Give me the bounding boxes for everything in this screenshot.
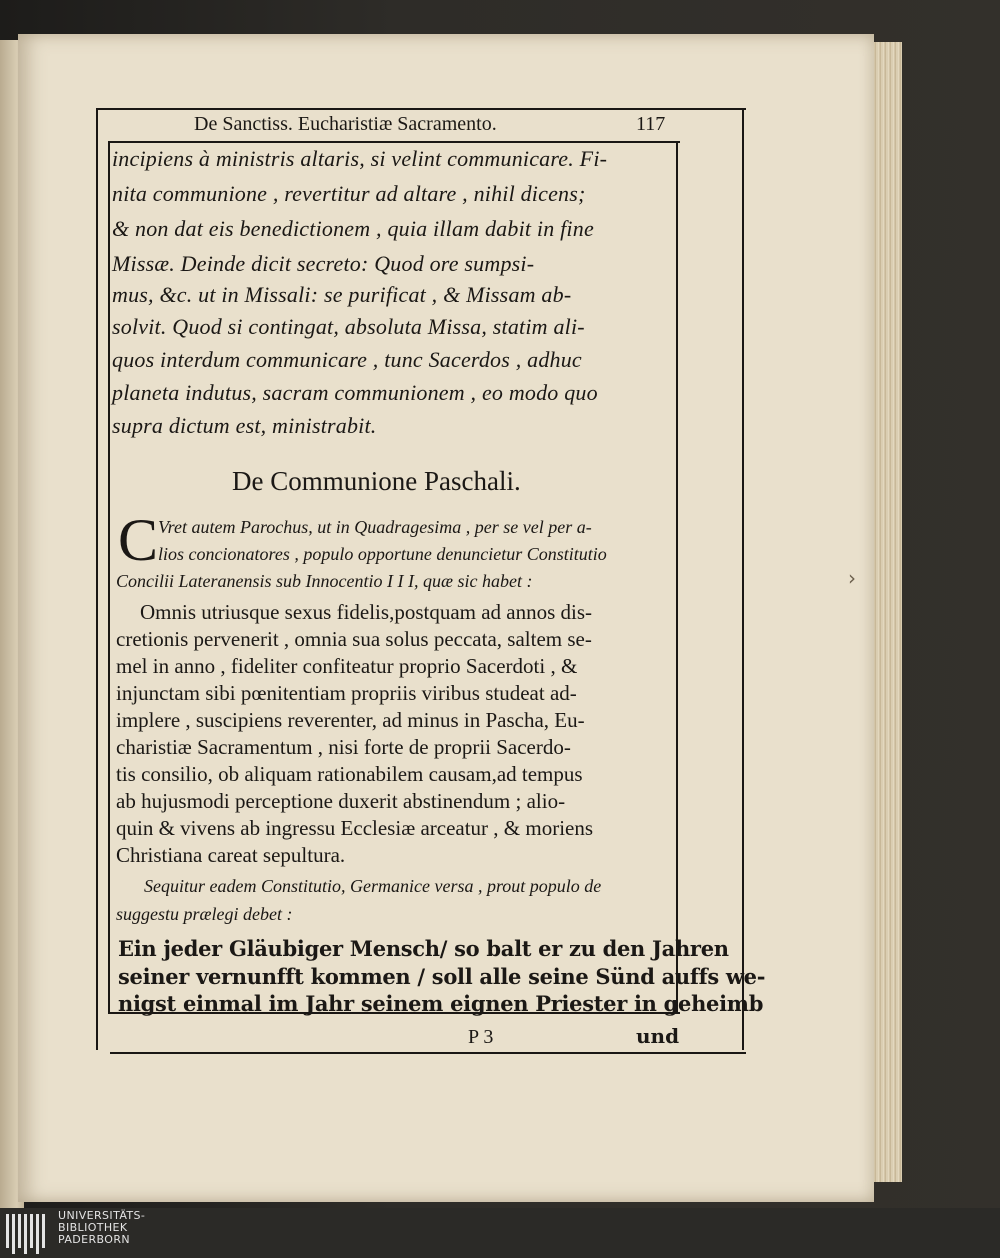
text-line: implere , suscipiens reverenter, ad minus in Pascha, Eu- <box>116 708 585 732</box>
blackletter-line: nigst einmal im Jahr seinem eignen Priester in geheimb <box>118 991 764 1016</box>
text-line: quin & vivens ab ingressu Ecclesiæ arceatur , & moriens <box>116 816 594 840</box>
text-line: injunctam sibi pœnitentiam propriis viribus studeat ad- <box>116 681 577 705</box>
drop-cap: C <box>118 507 159 573</box>
text-line: cretionis pervenerit , omnia sua solus peccata, saltem se- <box>116 627 592 651</box>
section-heading: De Communione Paschali. <box>232 466 521 496</box>
text-line: ab hujusmodi perceptione duxerit abstinendum ; alio- <box>116 789 566 813</box>
text-line: Missæ. Deinde dicit secreto: Quod ore sumpsi- <box>112 251 535 276</box>
header-rule <box>108 141 680 143</box>
text-line: Concilii Lateranensis sub Innocentio I I I, quæ sic habet : <box>116 571 533 591</box>
text-line: planeta indutus, sacram communionem , eo modo quo <box>112 380 598 405</box>
text-line: mus, &c. ut in Missali: se purificat , & Missam ab- <box>112 282 572 307</box>
institution-line: BIBLIOTHEK <box>58 1221 128 1234</box>
institution-name <box>58 1210 145 1246</box>
outer-bottom-rule <box>110 1052 746 1054</box>
text-line: Omnis utriusque sexus fidelis,postquam ad annos dis- <box>140 600 593 624</box>
text-line: supra dictum est, ministrabit. <box>112 413 377 438</box>
text-line: lios concionatores , populo opportune denuncietur Constitutio <box>158 544 607 564</box>
institution-footer <box>0 1208 1000 1258</box>
text-line: quos interdum communicare , tunc Sacerdos , adhuc <box>112 347 582 372</box>
text-line: solvit. Quod si contingat, absoluta Missa, statim ali- <box>112 314 585 339</box>
running-head: De Sanctiss. Eucharistiæ Sacramento. <box>194 113 497 135</box>
text-line: mel in anno , fideliter confiteatur proprio Sacerdoti , & <box>116 654 578 678</box>
text-line: Sequitur eadem Constitutio, Germanice versa , prout populo de <box>144 876 602 896</box>
page-number: 117 <box>636 113 666 135</box>
catchword: und <box>636 1024 680 1048</box>
blackletter-line: seiner vernunfft kommen / soll alle seine Sünd auffs we- <box>118 964 766 989</box>
signature-mark: P 3 <box>468 1026 494 1048</box>
text-line: Vret autem Parochus, ut in Quadragesima , per se vel per a- <box>158 517 592 537</box>
text-line: charistiæ Sacramentum , nisi forte de proprii Sacerdo- <box>116 735 571 759</box>
text-line: incipiens à ministris altaris, si velint communicare. Fi- <box>112 146 608 171</box>
text-line: suggestu prælegi debet : <box>116 904 293 924</box>
institution-line: PADERBORN <box>58 1233 131 1246</box>
top-rule <box>96 108 746 110</box>
chevron-right-icon: › <box>848 566 856 590</box>
text-line: nita communione , revertitur ad altare , nihil dicens; <box>112 181 586 206</box>
text-line: tis consilio, ob aliquam rationabilem causam,ad tempus <box>116 762 583 786</box>
blackletter-line: Ein jeder Gläubiger Mensch/ so balt er zu den Jahren <box>118 936 729 961</box>
text-line: & non dat eis benedictionem , quia illam dabit in fine <box>112 216 594 241</box>
library-logo-icon <box>6 1210 50 1254</box>
text-line: Christiana careat sepultura. <box>116 843 346 867</box>
institution-line: UNIVERSITÄTS- <box>58 1209 146 1222</box>
